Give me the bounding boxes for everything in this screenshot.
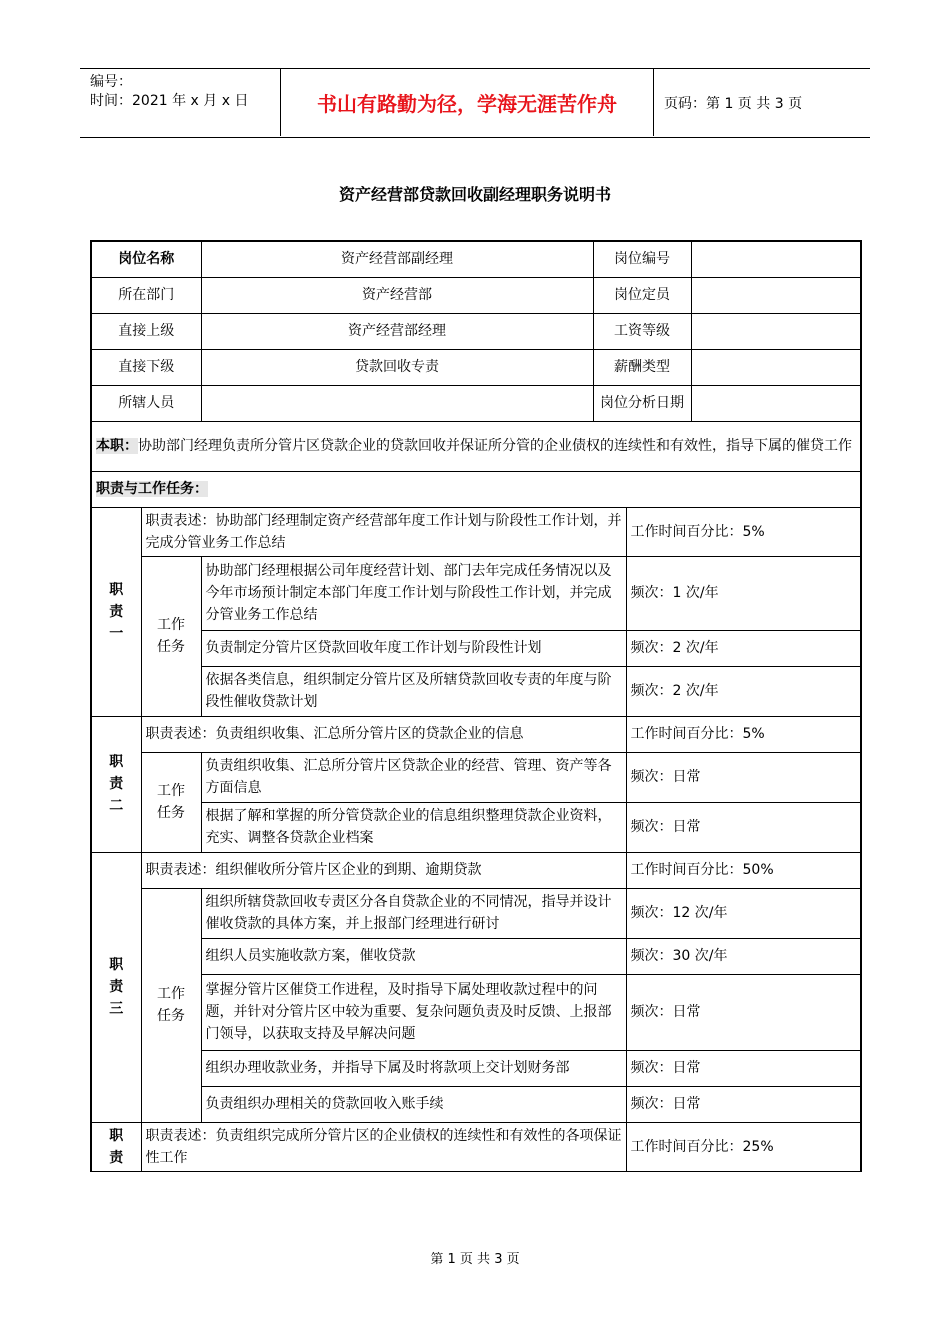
info-value-2 <box>691 349 861 385</box>
responsibility-label: 职 责 <box>91 1122 141 1171</box>
task-text: 组织所辖贷款回收专责区分各自贷款企业的不同情况，指导并设计催收贷款的具体方案，并上报部门经理进行研讨 <box>201 888 626 938</box>
responsibility-pct: 工作时间百分比：5% <box>626 507 861 556</box>
time-label: 时间：2021 年 x 月 x 日 <box>90 93 249 109</box>
info-row <box>91 385 861 421</box>
task-label: 工作 任务 <box>141 888 201 1122</box>
task-frequency: 频次：1 次/年 <box>626 556 861 630</box>
duty-text: 协助部门经理负责所分管片区贷款企业的贷款回收并保证所分管的企业债权的连续性和有效性，指导下属的催贷工作 <box>138 438 852 454</box>
responsibility-desc: 职责表述：协助部门经理制定资产经营部年度工作计划与阶段性工作计划，并完成分管业务工作总结 <box>141 507 626 556</box>
page-footer: 第 1 页 共 3 页 <box>430 1252 520 1267</box>
task-label: 工作 任务 <box>141 556 201 716</box>
info-value <box>201 385 593 421</box>
responsibility-desc: 职责表述：负责组织完成所分管片区的企业债权的连续性和有效性的各项保证性工作 <box>141 1122 626 1171</box>
task-text: 负责制定分管片区贷款回收年度工作计划与阶段性计划 <box>201 630 626 666</box>
info-value: 贷款回收专责 <box>201 349 593 385</box>
job-description-table <box>90 240 862 1172</box>
task-frequency: 频次：30 次/年 <box>626 938 861 974</box>
task-text: 负责组织收集、汇总所分管片区贷款企业的经营、管理、资产等各方面信息 <box>201 752 626 802</box>
info-value: 资产经营部经理 <box>201 313 593 349</box>
header-motto: 书山有路勤为径，学海无涯苦作舟 <box>280 69 654 136</box>
task-text: 组织办理收款业务，并指导下属及时将款项上交计划财务部 <box>201 1050 626 1086</box>
responsibility-pct: 工作时间百分比：25% <box>626 1122 861 1171</box>
section-title: 职责与工作任务： <box>96 481 208 497</box>
info-value: 资产经营部副经理 <box>201 241 593 277</box>
info-label: 所在部门 <box>91 277 201 313</box>
info-value: 资产经营部 <box>201 277 593 313</box>
section-cell <box>91 471 861 507</box>
duty-row <box>91 421 861 471</box>
task-frequency: 频次：日常 <box>626 974 861 1050</box>
task-row <box>91 666 861 716</box>
task-row <box>91 974 861 1050</box>
info-row <box>91 241 861 277</box>
page-info: 页码：第 1 页 共 3 页 <box>664 96 803 112</box>
responsibility-desc-row <box>91 507 861 556</box>
task-frequency: 频次：12 次/年 <box>626 888 861 938</box>
duty-cell <box>91 421 861 471</box>
responsibility-label: 职 责 三 <box>91 852 141 1122</box>
task-text: 协助部门经理根据公司年度经营计划、部门去年完成任务情况以及今年市场预计制定本部门年度工作计划与阶段性工作计划，并完成分管业务工作总结 <box>201 556 626 630</box>
info-row <box>91 277 861 313</box>
task-label: 工作 任务 <box>141 752 201 852</box>
task-frequency: 频次：日常 <box>626 1086 861 1122</box>
info-label-2: 岗位定员 <box>593 277 691 313</box>
task-frequency: 频次：日常 <box>626 1050 861 1086</box>
responsibility-desc: 职责表述：组织催收所分管片区企业的到期、逾期贷款 <box>141 852 626 888</box>
task-text: 组织人员实施收款方案，催收贷款 <box>201 938 626 974</box>
task-frequency: 频次：2 次/年 <box>626 630 861 666</box>
info-label-2: 岗位分析日期 <box>593 385 691 421</box>
info-label-2: 岗位编号 <box>593 241 691 277</box>
info-row <box>91 313 861 349</box>
task-frequency: 频次：2 次/年 <box>626 666 861 716</box>
task-frequency: 频次：日常 <box>626 802 861 852</box>
task-row <box>91 752 861 802</box>
duty-label: 本职： <box>96 438 138 454</box>
info-label: 直接下级 <box>91 349 201 385</box>
task-row <box>91 556 861 630</box>
task-text: 根据了解和掌握的所分管贷款企业的信息组织整理贷款企业资料，充实、调整各贷款企业档案 <box>201 802 626 852</box>
page-header <box>80 68 870 138</box>
header-left <box>90 73 248 111</box>
task-row <box>91 630 861 666</box>
responsibility-desc-row <box>91 1122 861 1171</box>
task-text: 掌握分管片区催贷工作进程，及时指导下属处理收款过程中的问题，并针对分管片区中较为重要、复杂问题负责及时反馈、上报部门领导，以获取支持及早解决问题 <box>201 974 626 1050</box>
info-label-2: 工资等级 <box>593 313 691 349</box>
task-row <box>91 1086 861 1122</box>
info-value-2 <box>691 277 861 313</box>
info-label-2: 薪酬类型 <box>593 349 691 385</box>
responsibility-pct: 工作时间百分比：5% <box>626 716 861 752</box>
task-row <box>91 802 861 852</box>
task-row <box>91 938 861 974</box>
responsibility-label: 职 责 二 <box>91 716 141 852</box>
task-row <box>91 1050 861 1086</box>
task-row <box>91 888 861 938</box>
task-text: 负责组织办理相关的贷款回收入账手续 <box>201 1086 626 1122</box>
responsibility-desc-row <box>91 716 861 752</box>
info-label: 岗位名称 <box>91 241 201 277</box>
info-label: 所辖人员 <box>91 385 201 421</box>
responsibility-desc: 职责表述：负责组织收集、汇总所分管片区的贷款企业的信息 <box>141 716 626 752</box>
task-frequency: 频次：日常 <box>626 752 861 802</box>
responsibility-desc-row <box>91 852 861 888</box>
info-label: 直接上级 <box>91 313 201 349</box>
responsibility-pct: 工作时间百分比：50% <box>626 852 861 888</box>
info-value-2 <box>691 313 861 349</box>
info-value-2 <box>691 241 861 277</box>
responsibility-label: 职 责 一 <box>91 507 141 716</box>
info-value-2 <box>691 385 861 421</box>
task-text: 依据各类信息，组织制定分管片区及所辖贷款回收专责的年度与阶段性催收贷款计划 <box>201 666 626 716</box>
number-label: 编号： <box>90 74 132 90</box>
section-row <box>91 471 861 507</box>
document-title: 资产经营部贷款回收副经理职务说明书 <box>338 185 611 204</box>
info-row <box>91 349 861 385</box>
